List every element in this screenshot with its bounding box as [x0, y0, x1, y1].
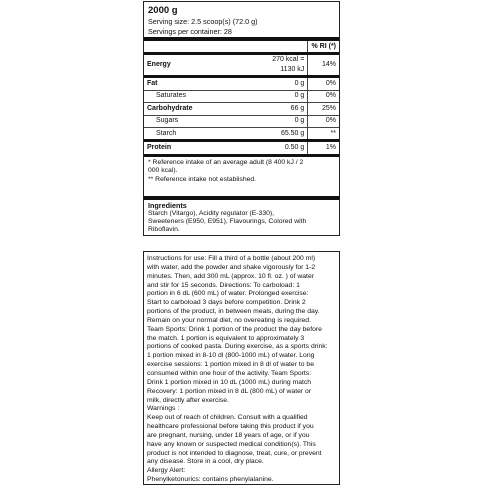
instructions-line: Start to carboload 3 days before competition. Drink 2	[147, 299, 306, 307]
instructions-line: portions of cooked pasta. During exercise, as a sports drink:	[147, 343, 328, 351]
table-row	[144, 77, 339, 90]
serving-size: Serving size: 2.5 scoop(s) (72.0 g)	[148, 17, 258, 26]
instructions-line: Instructions for use: Fill a third of a bottle (about 200 ml)	[147, 255, 316, 262]
nutrition-table	[144, 41, 339, 157]
instructions-line: minutes. Then, add 300 mL (approx. 10 fl. oz. ) of water	[147, 272, 314, 280]
footnote-block	[144, 157, 339, 187]
nutrient-ri: 14%	[308, 54, 339, 77]
nutrition-facts-panel	[143, 1, 340, 201]
instructions-line: and stir for 15 seconds. Directions: To carboload: 1	[147, 281, 300, 289]
nutrient-ri: 0%	[308, 90, 339, 102]
nutrient-name: Protein	[144, 141, 265, 155]
instructions-text	[144, 252, 339, 485]
instructions-line: 1 portion mixed in 8-10 dl (800-1000 mL) of water. Long	[147, 352, 315, 360]
servings-per-container: Servings per container: 28	[148, 26, 232, 36]
instructions-line: with water, add the powder and shake vigorously for 1-2	[147, 263, 316, 271]
table-row	[144, 127, 339, 140]
package-size: 2000 g	[148, 5, 178, 16]
ingredients-title: Ingredients	[148, 201, 187, 210]
instructions-line: Keep out of reach of children. Consult with a qualified	[147, 414, 308, 422]
nutrient-amount: 0 g	[265, 77, 308, 90]
nutrient-amount: 0 g	[265, 115, 308, 127]
ingredients-line: Sweeteners (E950, E951), Flavourings, Colored with	[148, 218, 307, 226]
footnote-not-established: ** Reference intake not established.	[148, 175, 257, 183]
ingredients-line: Starch (Vitargo), Acidity regulator (E-330),	[148, 210, 275, 217]
table-header-row	[144, 41, 339, 54]
instructions-line: Warnings :	[147, 405, 180, 413]
nutrient-ri: **	[308, 127, 339, 140]
ingredients-line: Riboflavin.	[148, 226, 180, 234]
instructions-line: Remain on your normal diet, no overeating is required.	[147, 316, 311, 324]
instructions-line: healthcare professional before taking this product if you	[147, 423, 314, 431]
nutrient-amount: 270 kcal = 1130 kJ	[265, 54, 308, 77]
nutrient-ri: 0%	[308, 115, 339, 127]
nutrient-amount: 65.50 g	[265, 127, 308, 140]
instructions-line: any disease. Store in a cool, dry place.	[147, 458, 264, 466]
nutrient-name: Saturates	[144, 90, 265, 102]
nutrient-amount: 0.50 g	[265, 141, 308, 155]
table-row	[144, 115, 339, 127]
instructions-line: consumed within one hour of the activity. Team Sports:	[147, 369, 312, 377]
nutrient-ri: 25%	[308, 103, 339, 115]
footnote-reference-intake-cont: 000 kcal).	[148, 167, 178, 175]
instructions-line: Recovery: 1 portion mixed in 8 dL (800 mL) of water or	[147, 387, 312, 395]
footnote-reference-intake: * Reference intake of an average adult (8 400 kJ / 2	[148, 158, 304, 166]
ri-header: % RI (*)	[308, 41, 339, 54]
ingredients-text	[144, 210, 339, 235]
instructions-line: are pregnant, nursing, under 18 years of age, or if you	[147, 431, 310, 439]
nutrient-name: Sugars	[144, 115, 265, 127]
instructions-line: Phenylketonurics: contains phenylalanine.	[147, 476, 274, 484]
ingredients-panel	[143, 196, 340, 236]
instructions-line: portion in 6 dL (600 mL) of water. Prolonged exercise:	[147, 290, 309, 298]
table-row	[144, 54, 339, 77]
instructions-line: have any known or suspected medical condition(s). This	[147, 440, 316, 448]
instructions-line: Allergy Alert:	[147, 467, 186, 475]
nutrient-ri: 0%	[308, 77, 339, 90]
nutrient-name: Carbohydrate	[144, 103, 265, 115]
nutrient-amount: 66 g	[265, 103, 308, 115]
nutrient-name: Energy	[144, 54, 265, 77]
table-row	[144, 141, 339, 155]
nutrient-name: Starch	[144, 127, 265, 140]
table-row	[144, 90, 339, 102]
instructions-line: product is not intended to diagnose, treat, cure, or prevent	[147, 449, 322, 457]
instructions-line: Team Sports: Drink 1 portion of the product the day before	[147, 325, 322, 333]
table-row	[144, 103, 339, 115]
instructions-panel	[143, 251, 340, 485]
instructions-line: milk, directly after exercise.	[147, 396, 229, 404]
nutrient-ri: 1%	[308, 141, 339, 155]
nutrient-amount: 0 g	[265, 90, 308, 102]
instructions-line: portions of the product, in between meals, during the day.	[147, 308, 320, 316]
nutrient-name: Fat	[144, 77, 265, 90]
instructions-line: the match. 1 portion is equivalent to approximately 3	[147, 334, 305, 342]
instructions-line: exercise sessions: 1 portion mixed in 8 dl of water to be	[147, 361, 314, 369]
instructions-line: Drink 1 portion mixed in 10 dL (1000 mL) during match	[147, 378, 312, 386]
